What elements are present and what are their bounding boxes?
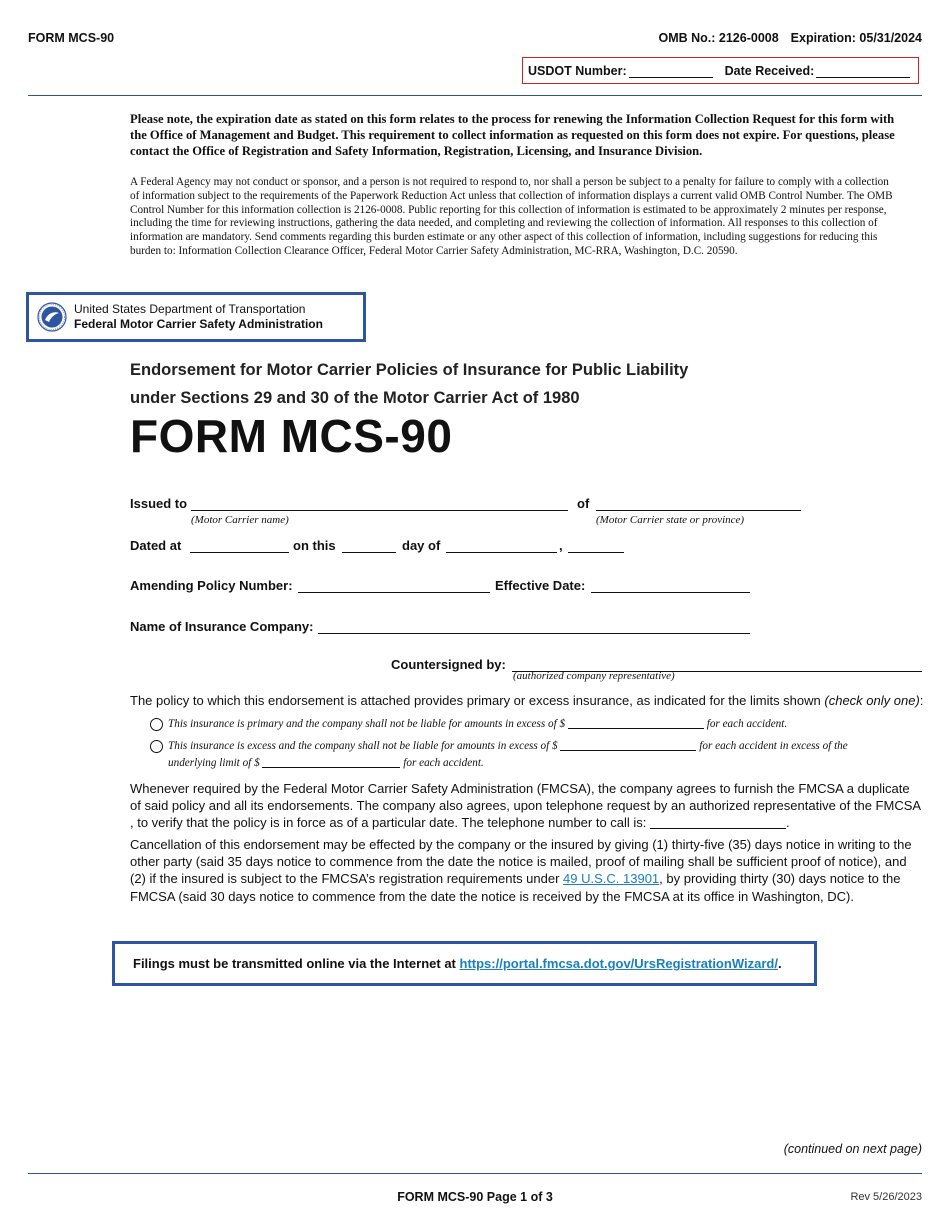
excess-underlying xyxy=(168,757,484,769)
dated-at-field[interactable] xyxy=(190,552,289,553)
date-comma: , xyxy=(559,538,563,553)
underlying-limit-field[interactable] xyxy=(262,767,400,768)
on-this-label: on this xyxy=(293,538,336,553)
agency-box xyxy=(26,292,366,342)
dated-at-label: Dated at xyxy=(130,538,182,553)
fmcsa-paragraph xyxy=(130,780,924,832)
check-only-one: (check only one) xyxy=(824,693,920,708)
underlying-limit-text: underlying limit of $ xyxy=(168,757,260,769)
date-received-label: Date Received: xyxy=(724,63,815,78)
expiration-notice: Please note, the expiration date as stated on this form relates to the process for renewing the Information Collection Request for this form with the Office of Management and Budget. This requirement to collect information as requested on this form does not expire. For questions, please contact the Office of Registration and Safety Information, Registration, Licensing, and Insurance Division. xyxy=(130,112,895,158)
omb-info xyxy=(658,31,922,45)
countersigned-label: Countersigned by: xyxy=(391,657,506,672)
motor-carrier-name-caption: (Motor Carrier name) xyxy=(191,514,289,526)
underlying-limit-suffix: for each accident. xyxy=(403,757,484,769)
primary-option-text: This insurance is primary and the company shall not be liable for amounts in excess of $ xyxy=(168,718,566,730)
excess-option-text: This insurance is excess and the company shall not be liable for amounts in excess of $ xyxy=(168,740,558,752)
policy-intro-colon: : xyxy=(919,693,924,708)
omb-number: OMB No.: 2126-0008 xyxy=(658,31,779,45)
filing-text: Filings must be transmitted online via the Internet at xyxy=(133,956,456,971)
usdot-number-field[interactable] xyxy=(629,64,713,78)
excess-insurance-radio[interactable] xyxy=(150,740,163,753)
effective-date-field[interactable] xyxy=(591,592,750,593)
fmcsa-paragraph-period: . xyxy=(786,815,790,831)
header-rule xyxy=(28,95,922,96)
motor-carrier-state-field[interactable] xyxy=(596,510,801,511)
form-subtitle xyxy=(130,356,688,412)
primary-amount-field[interactable] xyxy=(568,728,704,729)
amending-policy-label: Amending Policy Number: xyxy=(130,578,293,593)
paperwork-notice: A Federal Agency may not conduct or sponsor, and a person is not required to respond to, nor shall a person be subject to a penalty for failure to comply with a collection of information subject to the requirements of the Paperwork Reduction Act unless that collection of information displays a current valid OMB Control Number. The OMB Control Number for this information collection is 2126-0008. Public reporting for this collection of information is estimated to be approximately 2 minutes per response, including the time for reviewing instructions, gathering the data needed, and completing and reviewing the collection of information. All responses to this collection of information are mandatory. Send comments regarding this burden estimate or any other aspect of this collection of information, including suggestions for reducing this burden to: Information Collection Clearance Officer, Federal Motor Carrier Safety Administration, MC-RRA, Washington, D.C. 20590. xyxy=(130,176,893,257)
telephone-field[interactable] xyxy=(650,828,786,829)
policy-intro xyxy=(130,692,930,709)
subtitle-line-1: Endorsement for Motor Carrier Policies of Insurance for Public Liability xyxy=(130,361,689,379)
primary-option-suffix: for each accident. xyxy=(706,718,788,730)
date-received-field[interactable] xyxy=(816,64,910,78)
motor-carrier-name-field[interactable] xyxy=(191,510,568,511)
day-field[interactable] xyxy=(342,552,396,553)
form-id-header: FORM MCS-90 xyxy=(28,31,115,45)
primary-insurance-radio[interactable] xyxy=(150,718,163,731)
authorized-rep-caption: (authorized company representative) xyxy=(513,670,675,682)
dot-seal-icon xyxy=(37,302,67,332)
expiration-date: Expiration: 05/31/2024 xyxy=(790,31,922,45)
motor-carrier-state-caption: (Motor Carrier state or province) xyxy=(596,514,745,526)
insurance-company-label: Name of Insurance Company: xyxy=(130,619,314,634)
filing-period: . xyxy=(777,956,782,971)
footer-rule xyxy=(28,1173,922,1174)
primary-option xyxy=(168,718,787,730)
policy-intro-text: The policy to which this endorsement is attached provides primary or excess insurance, as indicated for the limits shown xyxy=(130,693,825,708)
amending-policy-field[interactable] xyxy=(298,592,490,593)
of-label: of xyxy=(577,496,590,511)
form-title: FORM MCS-90 xyxy=(130,410,453,462)
revision-date: Rev 5/26/2023 xyxy=(850,1191,922,1203)
cancellation-text-a: Cancellation of this endorsement may be effected by the company or the insured by giving (1) thirty-five (35) days notice in writing to the other party (said 35 days notice to commence from the date the notice is mailed, proof of mailing shall be sufficient proof of notice), and (2) if the insured is subject to the FMCSA’s registration requirements under xyxy=(130,837,912,887)
issued-to-label: Issued to xyxy=(130,496,188,511)
filing-box xyxy=(112,941,817,986)
subtitle-line-2: under Sections 29 and 30 of the Motor Carrier Act of 1980 xyxy=(130,389,580,407)
excess-option xyxy=(168,740,848,752)
agency-department: United States Department of Transportation xyxy=(74,302,306,316)
excess-option-suffix: for each accident in excess of the xyxy=(699,740,848,752)
continued-note: (continued on next page) xyxy=(783,1142,922,1156)
year-field[interactable] xyxy=(568,552,624,553)
usdot-label: USDOT Number: xyxy=(528,63,627,78)
cancellation-text-b: , by providing thirty (30) days notice to the FMCSA (said 30 days notice to commence from the date the notice is received by the FMCSA at its office in Washington, DC). xyxy=(130,871,901,904)
fmcsa-paragraph-text: Whenever required by the Federal Motor Carrier Safety Administration (FMCSA), the company agrees to furnish the FMCSA a duplicate of said policy and all its endorsements. The company also agrees, upon telephone request by an authorized representative of the FMCSA , to verify that the policy is in force as of a particular date. The telephone number to call is: xyxy=(130,781,921,831)
month-field[interactable] xyxy=(446,552,557,553)
excess-amount-field[interactable] xyxy=(560,750,696,751)
fmcsa-portal-link[interactable]: https://portal.fmcsa.dot.gov/UrsRegistrationWizard/ xyxy=(459,956,778,971)
agency-administration: Federal Motor Carrier Safety Administration xyxy=(74,317,323,331)
page-number: FORM MCS-90 Page 1 of 3 xyxy=(397,1190,553,1204)
insurance-company-field[interactable] xyxy=(318,633,750,634)
cancellation-paragraph xyxy=(130,836,924,905)
effective-date-label: Effective Date: xyxy=(495,578,586,593)
usc-13901-link[interactable]: 49 U.S.C. 13901 xyxy=(563,871,660,887)
day-of-label: day of xyxy=(402,538,441,553)
usdot-box xyxy=(522,57,919,84)
